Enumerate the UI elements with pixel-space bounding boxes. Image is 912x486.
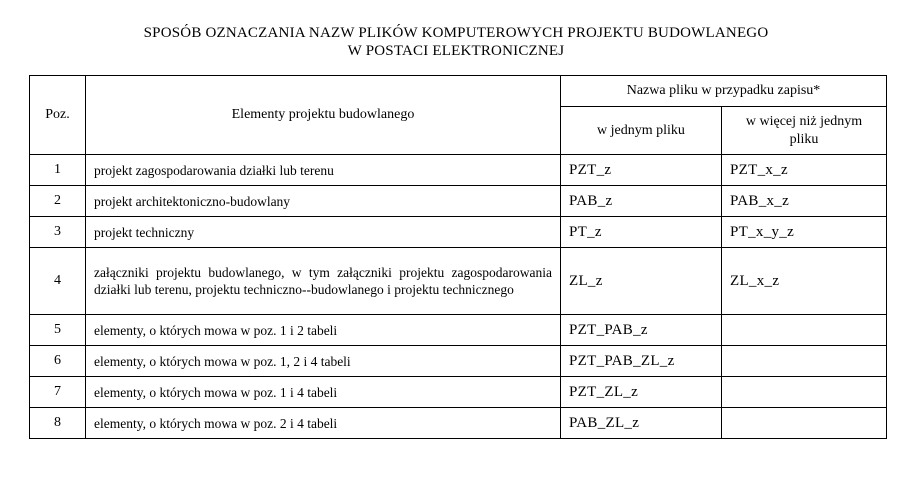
- row-element: załączniki projektu budowlanego, w tym załączniki projektu zagospodarowania działki lub terenu, projektu techniczno--budowlanego i projektu technicznego: [86, 248, 561, 315]
- row-poz: 6: [30, 346, 86, 377]
- header-multiple-files: w więcej niż jednym pliku: [722, 107, 887, 155]
- row-single-file-name: PZT_z: [561, 155, 722, 186]
- row-element: elementy, o których mowa w poz. 2 i 4 tabeli: [86, 408, 561, 439]
- row-multiple-file-name: PZT_x_z: [722, 155, 887, 186]
- table-row: [30, 346, 887, 377]
- header-file-name-group: Nazwa pliku w przypadku zapisu*: [561, 76, 887, 107]
- table-row: [30, 377, 887, 408]
- row-single-file-name: PAB_z: [561, 186, 722, 217]
- table-row: [30, 155, 887, 186]
- row-element: elementy, o których mowa w poz. 1, 2 i 4 tabeli: [86, 346, 561, 377]
- row-element: elementy, o których mowa w poz. 1 i 2 tabeli: [86, 315, 561, 346]
- row-poz: 3: [30, 217, 86, 248]
- row-element: projekt zagospodarowania działki lub terenu: [86, 155, 561, 186]
- row-single-file-name: PZT_ZL_z: [561, 377, 722, 408]
- row-single-file-name: ZL_z: [561, 248, 722, 315]
- table-row: [30, 186, 887, 217]
- table-row: [30, 408, 887, 439]
- row-single-file-name: PAB_ZL_z: [561, 408, 722, 439]
- row-poz: 7: [30, 377, 86, 408]
- header-elements: Elementy projektu budowlanego: [86, 76, 561, 155]
- row-poz: 2: [30, 186, 86, 217]
- row-multiple-file-name: [722, 315, 887, 346]
- row-poz: 4: [30, 248, 86, 315]
- table-row: [30, 217, 887, 248]
- row-multiple-file-name: [722, 408, 887, 439]
- row-poz: 1: [30, 155, 86, 186]
- row-poz: 8: [30, 408, 86, 439]
- row-multiple-file-name: [722, 346, 887, 377]
- row-element: projekt techniczny: [86, 217, 561, 248]
- row-multiple-file-name: [722, 377, 887, 408]
- document-title: [0, 24, 912, 60]
- row-element: projekt architektoniczno-budowlany: [86, 186, 561, 217]
- row-element: elementy, o których mowa w poz. 1 i 4 tabeli: [86, 377, 561, 408]
- title-line-2: W POSTACI ELEKTRONICZNEJ: [347, 43, 565, 59]
- row-single-file-name: PT_z: [561, 217, 722, 248]
- row-multiple-file-name: PT_x_y_z: [722, 217, 887, 248]
- header-poz: Poz.: [30, 76, 86, 155]
- title-line-1: SPOSÓB OZNACZANIA NAZW PLIKÓW KOMPUTEROWYCH PROJEKTU BUDOWLANEGO: [143, 25, 769, 41]
- table-row: [30, 248, 887, 315]
- table-row: [30, 315, 887, 346]
- row-single-file-name: PZT_PAB_ZL_z: [561, 346, 722, 377]
- row-poz: 5: [30, 315, 86, 346]
- header-single-file: w jednym pliku: [561, 107, 722, 155]
- row-single-file-name: PZT_PAB_z: [561, 315, 722, 346]
- row-multiple-file-name: PAB_x_z: [722, 186, 887, 217]
- row-multiple-file-name: ZL_x_z: [722, 248, 887, 315]
- table-header-row: [30, 76, 887, 107]
- file-naming-table: [29, 75, 887, 439]
